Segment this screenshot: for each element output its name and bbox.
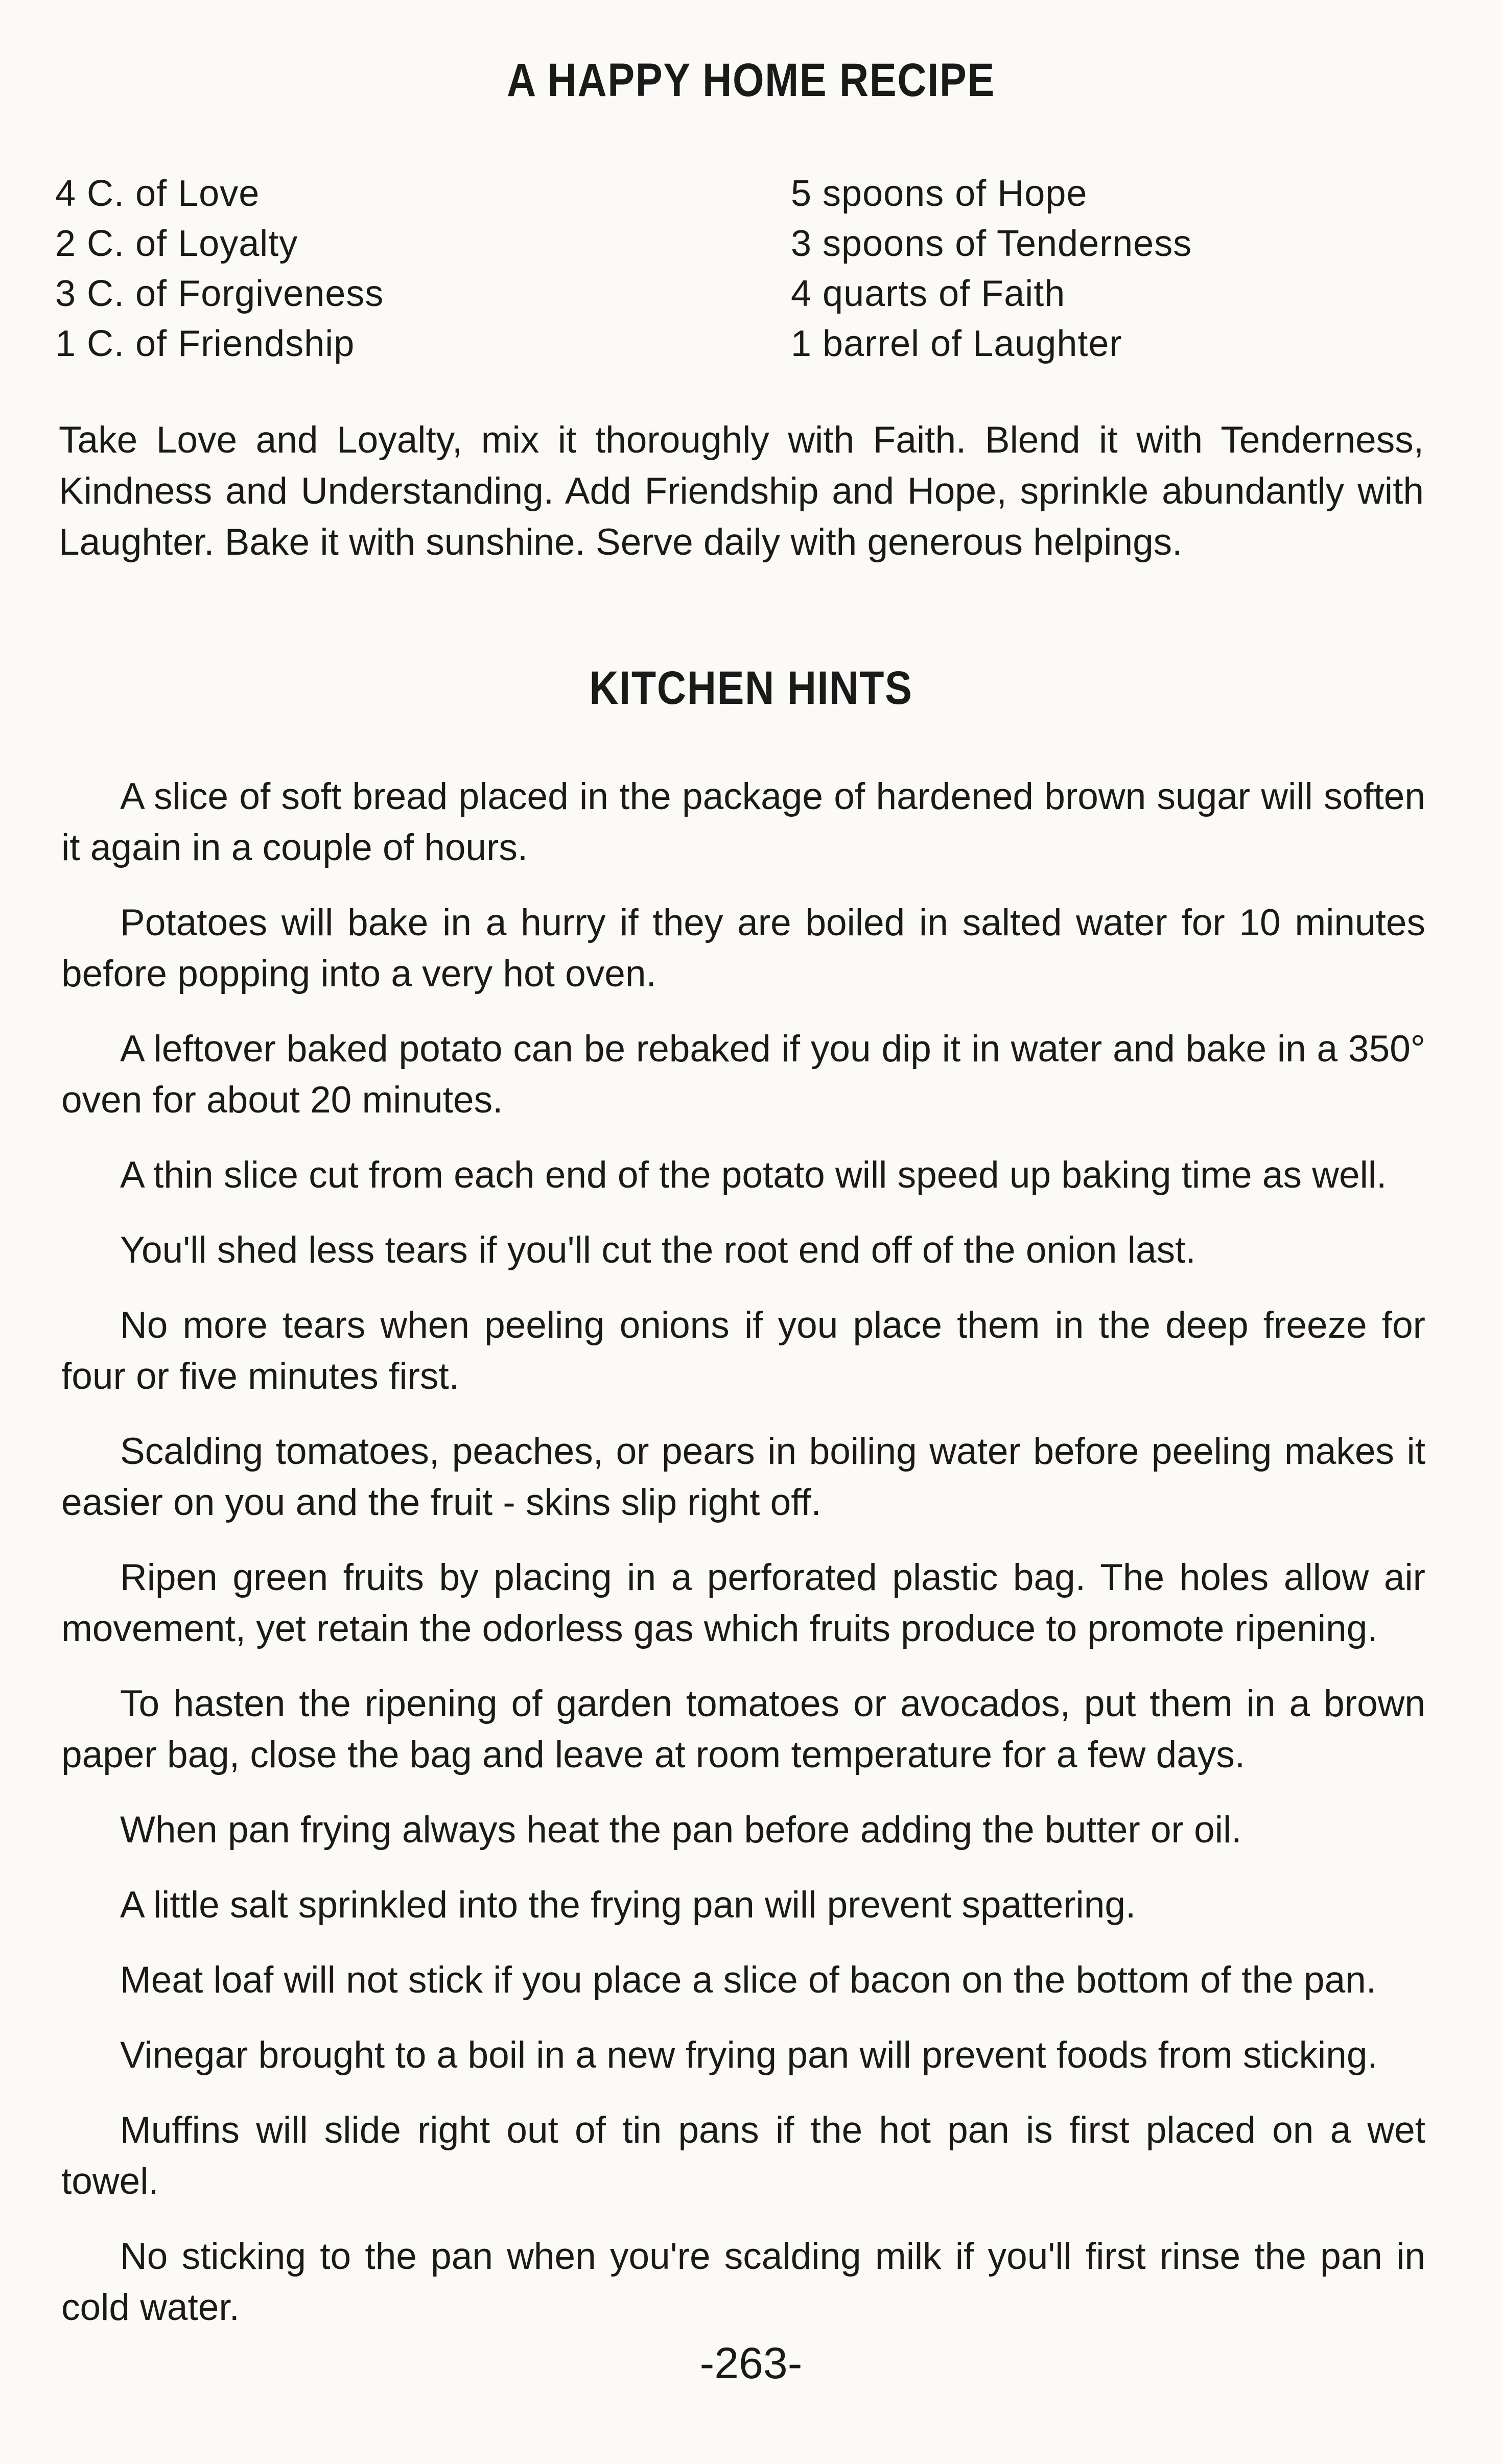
hint-paragraph: No more tears when peeling onions if you place them in the deep freeze for four or five minutes first. — [61, 1305, 1425, 1397]
ingredient-item: 2 C. of Loyalty — [55, 223, 298, 264]
hint-paragraph: A thin slice cut from each end of the potato will speed up baking time as well. — [120, 1154, 1387, 1196]
hint-paragraph: You'll shed less tears if you'll cut the root end off of the onion last. — [120, 1229, 1196, 1271]
ingredient-item: 1 C. of Friendship — [55, 323, 355, 364]
ingredient-item: 3 C. of Forgiveness — [55, 273, 384, 314]
hint-paragraph: Vinegar brought to a boil in a new frying pan will prevent foods from sticking. — [120, 2034, 1378, 2076]
ingredient-column-right — [791, 169, 1192, 369]
hints-title: KITCHEN HINTS — [589, 662, 913, 714]
ingredient-list — [55, 169, 1435, 373]
hint-paragraph: When pan frying always heat the pan before adding the butter or oil. — [120, 1809, 1242, 1851]
hint-paragraph: Muffins will slide right out of tin pans if the hot pan is first placed on a wet towel. — [61, 2110, 1425, 2202]
ingredient-item: 4 C. of Love — [55, 173, 260, 214]
ingredient-item: 3 spoons of Tenderness — [791, 223, 1192, 264]
hint-paragraph: A slice of soft bread placed in the package of hardened brown sugar will soften it again in a couple of hours. — [61, 776, 1425, 868]
hints-list — [61, 771, 1425, 2357]
hint-paragraph: Potatoes will bake in a hurry if they are boiled in salted water for 10 minutes before popping into a very hot oven. — [61, 902, 1425, 994]
hint-paragraph: Scalding tomatoes, peaches, or pears in boiling water before peeling makes it easier on you and the fruit - skins slip right off. — [61, 1431, 1425, 1523]
ingredient-item: 4 quarts of Faith — [791, 273, 1066, 314]
hint-paragraph: Ripen green fruits by placing in a perforated plastic bag. The holes allow air movement, yet retain the odorless gas which fruits produce to promote ripening. — [61, 1557, 1425, 1649]
hint-paragraph: Meat loaf will not stick if you place a slice of bacon on the bottom of the pan. — [120, 1959, 1377, 2001]
hint-paragraph: A little salt sprinkled into the frying pan will prevent spattering. — [120, 1884, 1136, 1926]
hint-paragraph: No sticking to the pan when you're scalding milk if you'll first rinse the pan in cold water. — [61, 2236, 1425, 2328]
hint-paragraph: A leftover baked potato can be rebaked if you dip it in water and bake in a 350° oven for about 20 minutes. — [61, 1028, 1425, 1121]
recipe-method: Take Love and Loyalty, mix it thoroughly with Faith. Blend it with Tenderness, Kindness and Understanding. Add Friendship and Hope, sprinkle abundantly with Laughter. Bake it with sunshine. Serve daily with generous helpings. — [59, 419, 1424, 563]
ingredient-column-left — [55, 169, 384, 369]
ingredient-item: 5 spoons of Hope — [791, 173, 1088, 214]
page-number: -263- — [699, 2339, 803, 2388]
hint-paragraph: To hasten the ripening of garden tomatoes or avocados, put them in a brown paper bag, close the bag and leave at room temperature for a few days. — [61, 1683, 1425, 1775]
recipe-title: A HAPPY HOME RECIPE — [507, 54, 995, 106]
ingredient-item: 1 barrel of Laughter — [791, 323, 1122, 364]
